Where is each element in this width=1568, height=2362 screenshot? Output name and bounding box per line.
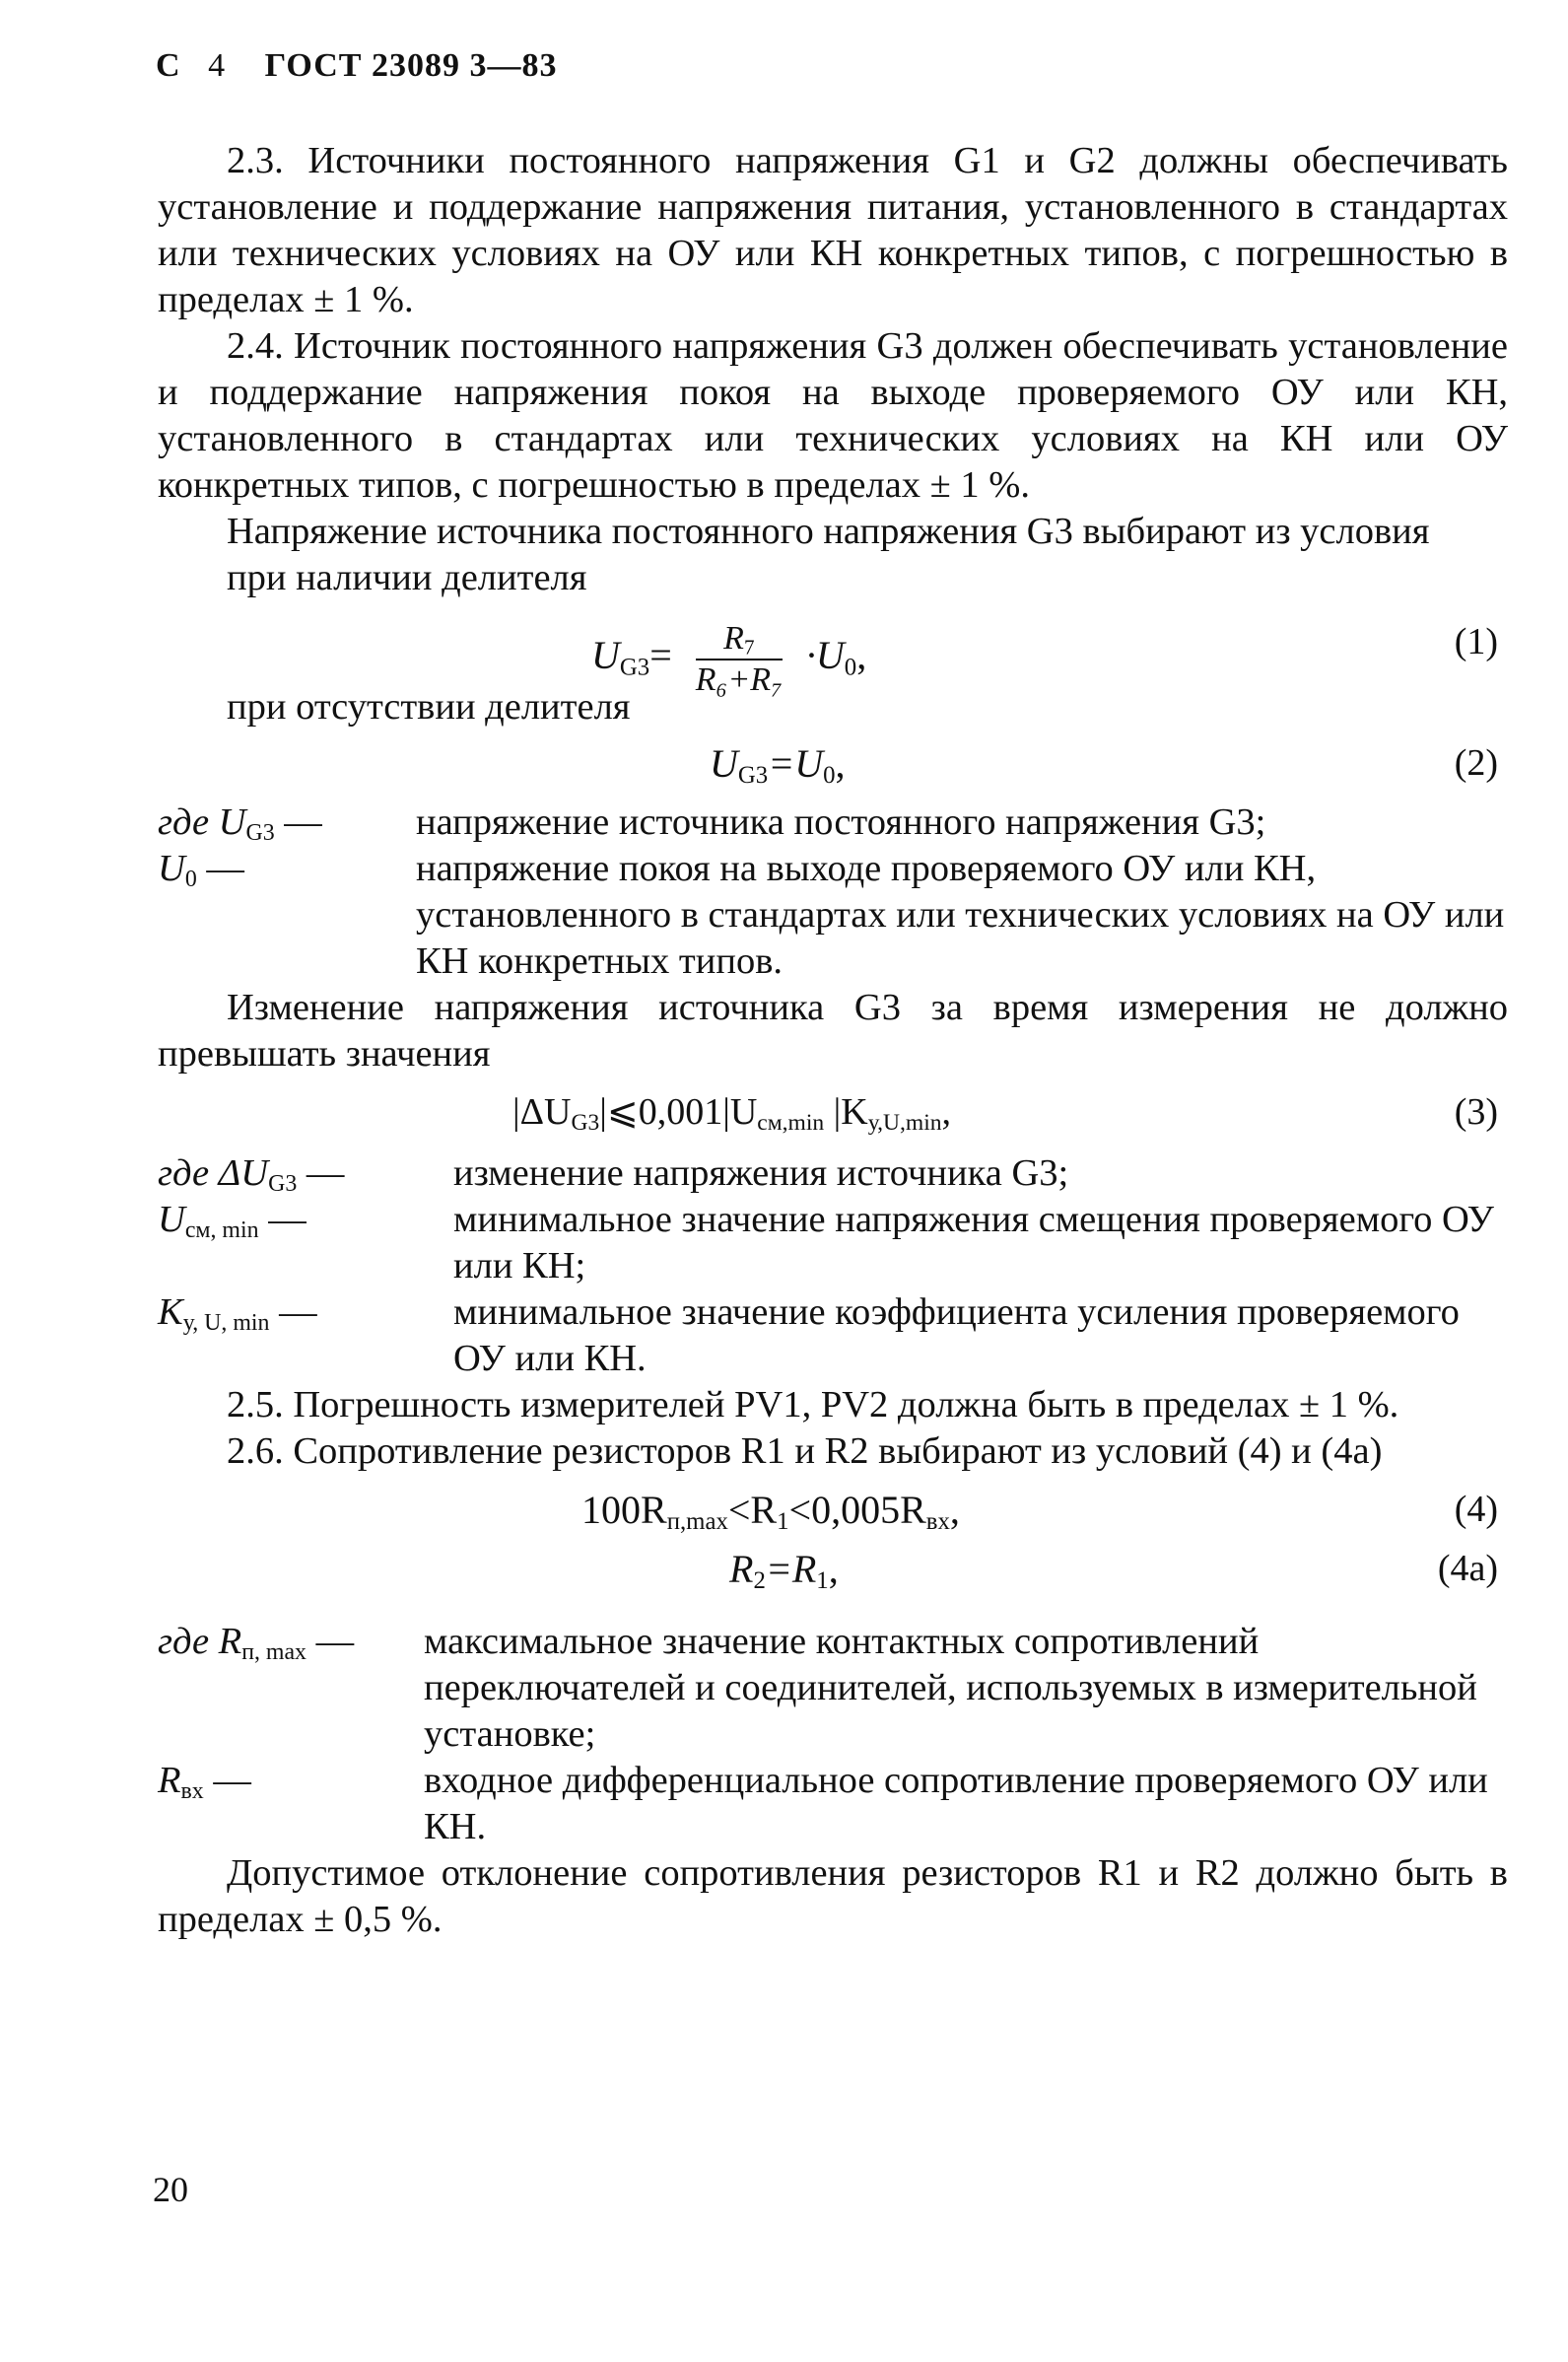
eq2-lhs: U xyxy=(710,741,738,786)
document-body xyxy=(158,138,1508,1943)
eq1-number: (1) xyxy=(1454,621,1498,662)
where3-desc-0: максимальное значение контактных сопротивлений переключателей и соединителей, используемых в измерительной установке; xyxy=(424,1621,1477,1755)
where-list-1 xyxy=(158,799,1508,985)
header-title: ГОСТ 23089 3—83 xyxy=(264,47,558,84)
where2-term-1: $U_{см, min}$ — xyxy=(158,1199,307,1243)
eq4-b: <R xyxy=(727,1488,778,1532)
equation-4a xyxy=(158,1542,1508,1605)
eq3-tail: , xyxy=(941,1091,952,1133)
where2-term-0: где $\Delta U_{G3}$ — xyxy=(158,1152,345,1197)
eq4a-tail: , xyxy=(828,1547,839,1591)
where1-term-0: где $U_{G3}$ — xyxy=(158,801,322,846)
where2-desc-2: минимальное значение коэффициента усиления проверяемого ОУ или КН. xyxy=(453,1291,1460,1379)
equation-2 xyxy=(158,734,1508,796)
eq1-tail: , xyxy=(856,633,867,678)
eq2-tail: , xyxy=(835,741,846,786)
eq4a-b: =R xyxy=(765,1547,817,1591)
eq1-rhs-sub: 0 xyxy=(844,654,857,681)
page-number: 20 xyxy=(153,2170,188,2209)
where3-term-0: где $R_{п, max}$ — xyxy=(158,1621,355,1665)
where3-term-1: $R_{вх}$ — xyxy=(158,1760,251,1804)
eq1-fraction xyxy=(696,619,783,700)
eq3-number: (3) xyxy=(1454,1091,1498,1133)
equation-3 xyxy=(158,1081,1508,1146)
eq4-s2: 1 xyxy=(777,1508,789,1536)
equation-4 xyxy=(158,1483,1508,1538)
running-header xyxy=(156,47,557,85)
eq2-rhs: =U xyxy=(768,741,824,786)
eq3-s1: G3 xyxy=(571,1109,600,1136)
eq1-num: R xyxy=(723,620,744,657)
equation-1 xyxy=(158,605,1508,698)
where2-desc-0: изменение напряжения источника G3; xyxy=(453,1152,1069,1194)
header-page: 4 xyxy=(208,47,227,84)
eq4-s1: п,max xyxy=(666,1508,728,1536)
where2-desc-1: минимальное значение напряжения смещения проверяемого ОУ или КН; xyxy=(453,1199,1494,1286)
eq2-lhs-sub: G3 xyxy=(737,762,769,790)
eq3-b: |⩽0,001|U xyxy=(599,1091,758,1133)
eq4a-s2: 1 xyxy=(816,1567,829,1595)
where-list-2 xyxy=(158,1150,1508,1382)
eq2-number: (2) xyxy=(1454,742,1498,784)
without-divider-label: при отсутствии делителя xyxy=(227,686,631,728)
eq3-c: |K xyxy=(824,1091,868,1133)
eq4a-number: (4а) xyxy=(1437,1548,1498,1589)
paragraph-change: Изменение напряжения источника G3 за время измерения не должно превышать значения xyxy=(158,987,1508,1075)
where2-term-2: $K_{у, U, min}$ — xyxy=(158,1291,317,1336)
eq1-num-sub: 7 xyxy=(743,635,755,660)
where3-desc-1: входное дифференциальное сопротивление проверяемого ОУ или КН. xyxy=(424,1760,1488,1847)
paragraph-2-5: 2.5. Погрешность измерителей PV1, PV2 должна быть в пределах ± 1 %. xyxy=(227,1384,1399,1425)
eq2-rhs-sub: 0 xyxy=(823,762,836,790)
eq3-a: |ΔU xyxy=(512,1091,572,1133)
where-list-3 xyxy=(158,1619,1508,1850)
eq4a-a: R xyxy=(729,1547,754,1591)
eq1-rhs: ·U xyxy=(805,633,845,678)
where1-desc-1: напряжение покоя на выходе проверяемого ОУ или КН, установленного в стандартах или технических условиях на ОУ или КН конкретных типов. xyxy=(416,848,1505,982)
eq4-c: <0,005R xyxy=(788,1488,926,1532)
eq1-lhs: U xyxy=(591,633,620,678)
paragraph-choose: Напряжение источника постоянного напряжения G3 выбирают из условия xyxy=(227,511,1430,552)
eq4-tail: , xyxy=(949,1488,960,1532)
paragraph-2-6: 2.6. Сопротивление резисторов R1 и R2 выбирают из условий (4) и (4а) xyxy=(227,1430,1383,1472)
eq4-s3: вх xyxy=(925,1508,950,1536)
paragraph-2-3: 2.3. Источники постоянного напряжения G1 и G2 должны обеспечивать установление и поддержание напряжения питания, установленного в стандартах или технических условиях на ОУ или КН конкретных типов, с погрешностью в пределах ± 1 %. xyxy=(158,140,1508,320)
header-letter: С xyxy=(156,47,181,84)
eq4-number: (4) xyxy=(1454,1489,1498,1530)
eq4-a: 100R xyxy=(581,1488,667,1532)
eq1-eq: = xyxy=(649,633,672,678)
eq3-s3: у,U,min xyxy=(867,1109,942,1136)
eq1-den: R₆+R₇ xyxy=(695,661,783,698)
paragraph-2-4: 2.4. Источник постоянного напряжения G3 должен обеспечивать установление и поддержание напряжения покоя на выходе проверяемого ОУ или КН, установленного в стандартах или технических условиях на КН или ОУ конкретных типов, с погрешностью в пределах ± 1 %. xyxy=(158,325,1508,506)
paragraph-tolerance: Допустимое отклонение сопротивления резисторов R1 и R2 должно быть в пределах ± 0,5 %. xyxy=(158,1852,1508,1940)
eq1-lhs-sub: G3 xyxy=(619,654,650,681)
where1-term-1: $U_0$ — xyxy=(158,848,244,892)
eq4a-s1: 2 xyxy=(753,1567,766,1595)
with-divider-label: при наличии делителя xyxy=(227,557,587,598)
where1-desc-0: напряжение источника постоянного напряжения G3; xyxy=(416,801,1266,843)
eq3-s2: см,min xyxy=(757,1109,825,1136)
